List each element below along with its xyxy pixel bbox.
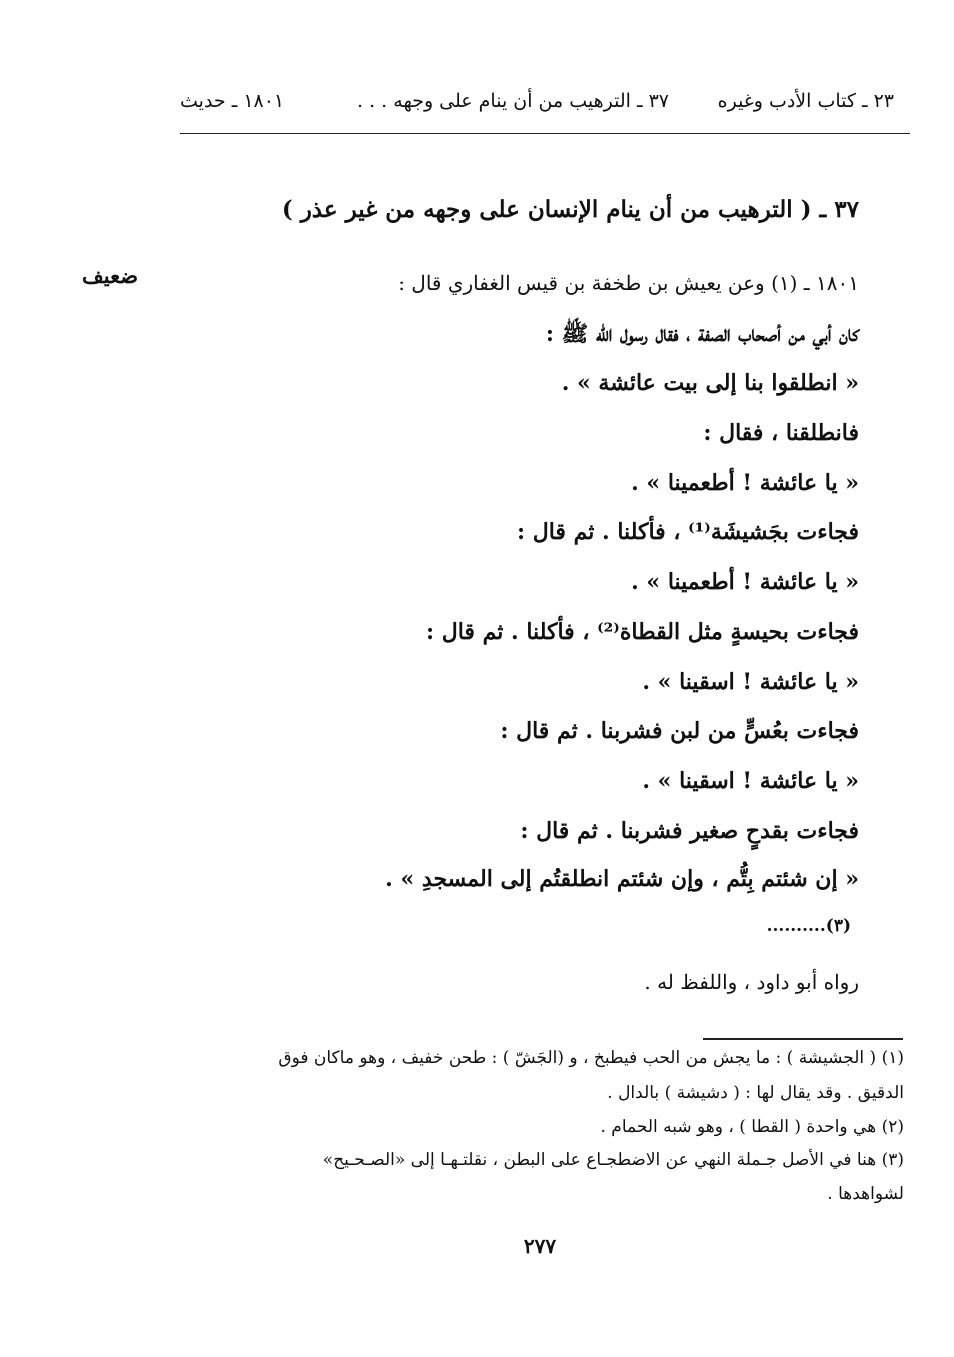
hadith-line: فانطلقنا ، فقال : (703, 420, 859, 446)
footnote-3-continued: لشواهدها . (827, 1184, 904, 1204)
hadith-line: « يا عائشة ! اسقينا » . (642, 669, 859, 695)
footnote-3: (٣) هنا في الأصل جـملة النهي عن الاضطجـاع على البطن ، نقلتـهـا إلى «الصـحـيح» (322, 1150, 904, 1170)
hadith-line: « إن شئتم بِتُّم ، وإن شئتم انطلقتُم إلى المسجدِ » . (385, 866, 859, 892)
hadith-line: « يا عائشة ! أطعمينا » . (631, 569, 859, 595)
chapter-title: ٣٧ ـ ( الترهيب من أن ينام الإنسان على وجهه من غير عذر ) (281, 196, 859, 223)
omission-ellipsis: ..........(٣) (766, 916, 851, 936)
footnote-1: (١) ( الجشيشة ) : ما يجش من الحب فيطبخ ، و (الجَشّ ) : طحن خفيف ، وهو ماكان فوق (278, 1048, 904, 1068)
footnote-1-continued: الدقيق . وقد يقال لها : ( دشيشة ) بالدال . (607, 1083, 904, 1103)
hadith-line: « يا عائشة ! اسقينا » . (642, 768, 859, 794)
hadith-grade: ضعيف (82, 263, 139, 288)
header-rule (180, 133, 910, 134)
hadith-line: كان أبي من أصحاب الصفة ، فقال رسول الله ﷺ : (545, 321, 859, 347)
hadith-line: فجاءت بحيسةٍ مثل القطاة⁽²⁾ ، فأكلنا . ثم قال : (425, 619, 859, 645)
header-chapter-title: ٣٧ ـ الترهيب من أن ينام على وجهه . . . (357, 90, 669, 112)
footnote-rule (703, 1038, 903, 1040)
hadith-line: « يا عائشة ! أطعمينا » . (631, 470, 859, 496)
page-number: ٢٧٧ (523, 1234, 557, 1258)
hadith-source: رواه أبو داود ، واللفظ له . (644, 970, 859, 994)
hadith-line: فجاءت بقدحٍ صغير فشربنا . ثم قال : (520, 818, 859, 844)
header-book-title: ٢٣ ـ كتاب الأدب وغيره (717, 90, 894, 112)
hadith-line: فجاءت بعُسٍّ من لبن فشربنا . ثم قال : (500, 718, 859, 744)
hadith-line: ١٨٠١ ـ (١) وعن يعيش بن طخفة بن قيس الغفاري قال : (398, 271, 859, 295)
hadith-line: « انطلقوا بنا إلى بيت عائشة » . (561, 370, 859, 396)
footnote-2: (٢) هي واحدة ( القطا ) ، وهو شبه الحمام . (600, 1117, 904, 1137)
header-hadith-number: ١٨٠١ ـ حديث (180, 90, 285, 112)
hadith-line: فجاءت بجَشيشَة⁽¹⁾ ، فأكلنا . ثم قال : (516, 519, 859, 545)
